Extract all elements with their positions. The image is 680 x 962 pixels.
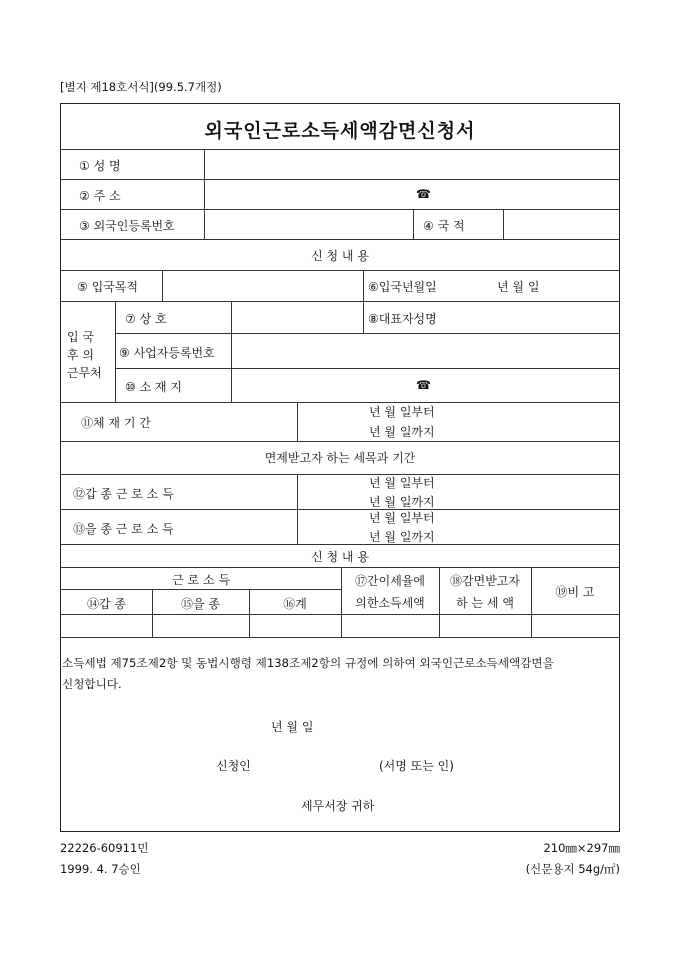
simple-rate-tax-header-2: 의한소득세액: [355, 596, 425, 610]
name-label: ① 성 명: [79, 159, 121, 173]
stay-period-label: ⑪체 재 기 간: [81, 416, 151, 430]
entry-purpose-label: ⑤ 입국목적: [77, 280, 138, 294]
signature-hint: (서명 또는 인): [379, 759, 454, 773]
representative-name-label: ⑧대표자성명: [368, 312, 437, 326]
paper-size: 210㎜×297㎜: [543, 841, 620, 855]
form-number-label: [별지 제18호서식](99.5.7개정): [60, 80, 222, 94]
paper-type: (신문용지 54g/㎡): [525, 862, 620, 876]
exemption-heading: 면제받고자 하는 세목과 기간: [264, 451, 416, 465]
phone-icon: ☎: [416, 378, 431, 392]
section-heading-request: 신 청 내 용: [311, 249, 369, 263]
remarks-header: ⑲비 고: [555, 585, 595, 599]
nationality-label: ④ 국 적: [423, 219, 465, 233]
reduction-tax-header-2: 하 는 세 액: [456, 596, 514, 610]
stay-period-to: 년 월 일까지: [369, 425, 435, 439]
form-code: 22226-60911민: [60, 841, 149, 855]
workplace-group-label-1: 입 국: [67, 330, 94, 344]
class-a-income-label: ⑫갑 종 근 로 소 득: [73, 487, 174, 501]
class-b-from: 년 월 일부터: [369, 511, 435, 525]
form-title: 외국인근로소득세액감면신청서: [204, 120, 476, 142]
applicant-label: 신청인: [216, 759, 251, 773]
entry-date-value: 년 월 일: [497, 280, 540, 294]
class-b-column-header: ⑮을 종: [181, 597, 220, 611]
trade-name-label: ⑦ 상 호: [125, 312, 167, 326]
address-label: ② 주 소: [79, 189, 121, 203]
entry-date-label: ⑥입국년월일: [368, 280, 437, 294]
stay-period-from: 년 월 일부터: [369, 405, 435, 419]
class-a-to: 년 월 일까지: [369, 495, 435, 509]
simple-rate-tax-header-1: ⑰간이세율에: [355, 574, 425, 588]
total-column-header: ⑯계: [283, 597, 307, 611]
statement-text-line-1: 소득세법 제75조제2항 및 동법시행령 제138조제2항의 규정에 의하여 외국인근로소득세액감면을: [62, 656, 554, 670]
class-b-income-label: ⑬을 종 근 로 소 득: [73, 522, 174, 536]
business-number-label: ⑨ 사업자등록번호: [119, 346, 215, 360]
statement-text-line-2: 신청합니다.: [62, 677, 122, 691]
class-b-to: 년 월 일까지: [369, 530, 435, 544]
reduction-tax-header-1: ⑱감면받고자: [450, 574, 520, 588]
sign-date: 년 월 일: [271, 720, 314, 734]
workplace-group-label-3: 근무처: [67, 366, 102, 380]
location-label: ⑩ 소 재 지: [125, 380, 182, 394]
class-a-from: 년 월 일부터: [369, 476, 435, 490]
registration-number-label: ③ 외국인등록번호: [79, 219, 175, 233]
workplace-group-label-2: 후 의: [67, 348, 94, 362]
phone-icon: ☎: [416, 187, 431, 201]
earned-income-header: 근 로 소 득: [172, 573, 230, 587]
section-heading-request-2: 신 청 내 용: [311, 550, 369, 564]
class-a-column-header: ⑭갑 종: [87, 597, 126, 611]
application-form: [60, 103, 620, 832]
approval-date: 1999. 4. 7승인: [60, 862, 141, 876]
addressee: 세무서장 귀하: [301, 799, 375, 813]
